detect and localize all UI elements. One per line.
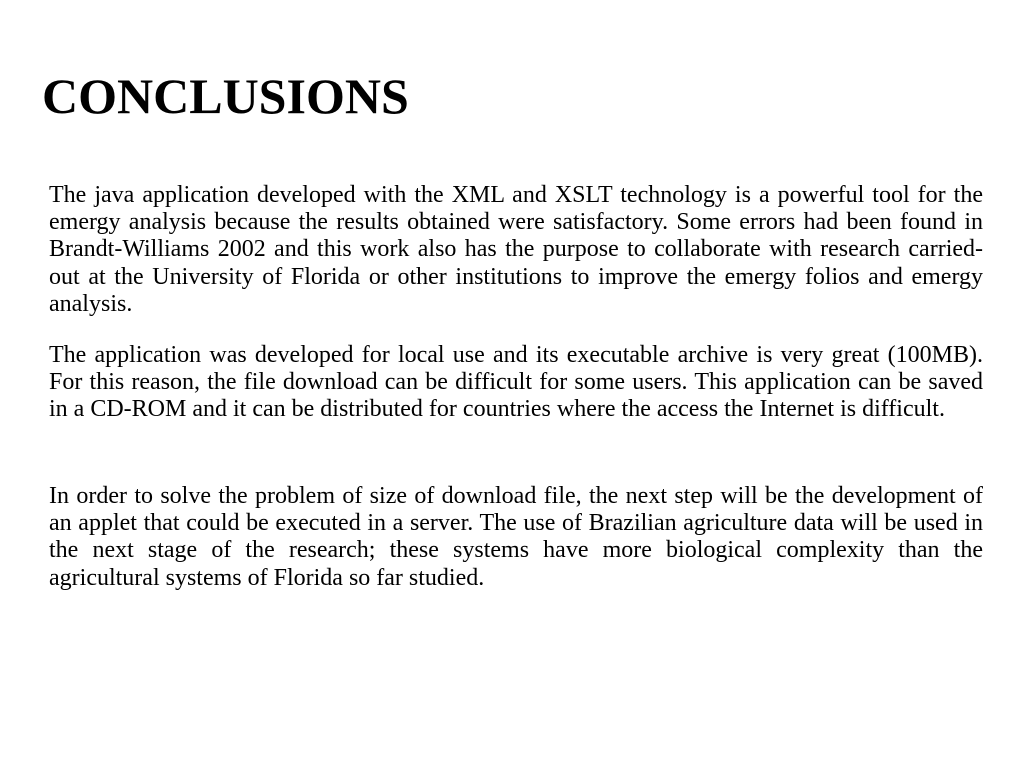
paragraph-next-step: In order to solve the problem of size of download file, the next step will be the development of an applet that could be executed in a server. The use of Brazilian agriculture data will be used in the next stage of the research; these systems have more biological complexity than the agricultural systems of Florida so far studied. [49, 483, 983, 591]
slide-title: CONCLUSIONS [42, 68, 409, 124]
paragraph-java-application: The java application developed with the XML and XSLT technology is a powerful tool for the emergy analysis because the results obtained were satisfactory. Some errors had been found in Brandt-Williams 2002 and this work also has the purpose to collaborate with research carried-out at the University of Florida or other institutions to improve the emergy folios and emergy analysis. [49, 182, 983, 317]
paragraph-local-use: The application was developed for local use and its executable archive is very great (100MB). For this reason, the file download can be difficult for some users. This application can be saved in a CD-ROM and it can be distributed for countries where the access the Internet is difficult. [49, 342, 983, 423]
